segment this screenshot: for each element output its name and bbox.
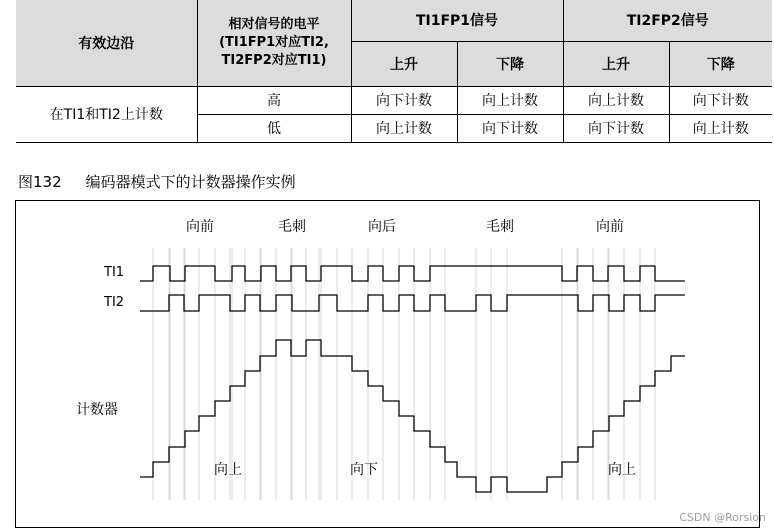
label-ti2: TI2 xyxy=(104,295,125,310)
table-cell: 向上计数 xyxy=(351,114,457,142)
figure-number: 图132 xyxy=(18,173,62,191)
row-level-low: 低 xyxy=(197,114,351,142)
header-level xyxy=(197,0,351,86)
figure-caption xyxy=(18,171,296,192)
header-ti2-fall: 下降 xyxy=(669,41,772,86)
label-count-up: 向上 xyxy=(608,462,636,478)
header-level-line1: 相对信号的电平 xyxy=(228,16,320,32)
figure-title: 编码器模式下的计数器操作实例 xyxy=(85,173,296,191)
header-edge: 有效边沿 xyxy=(16,0,197,86)
table-cell: 向下计数 xyxy=(457,114,563,142)
csdn-watermark: CSDN @Rorsion xyxy=(679,511,766,524)
table-cell: 向下计数 xyxy=(563,114,669,142)
encoder-count-table xyxy=(16,0,772,143)
header-level-line2: (TI1FP1对应TI2, xyxy=(219,34,329,50)
header-ti2-rise: 上升 xyxy=(563,41,669,86)
row-level-high: 高 xyxy=(197,86,351,114)
table-cell: 向上计数 xyxy=(563,86,669,114)
table-cell: 向下计数 xyxy=(669,86,772,114)
encoder-timing-diagram xyxy=(15,200,760,528)
table-cell: 向上计数 xyxy=(669,114,772,142)
header-ti1-rise: 上升 xyxy=(351,41,457,86)
label-ti1: TI1 xyxy=(104,265,125,280)
label-glitch: 毛刺 xyxy=(486,219,514,235)
label-count-down: 向下 xyxy=(350,462,378,478)
header-level-line3: TI2FP2对应TI1) xyxy=(221,52,327,68)
row-label: 在TI1和TI2上计数 xyxy=(16,86,197,142)
label-glitch: 毛刺 xyxy=(278,219,306,235)
diagram-frame xyxy=(16,201,760,528)
table-cell: 向下计数 xyxy=(351,86,457,114)
label-forward: 向前 xyxy=(596,219,624,235)
label-count-up: 向上 xyxy=(214,462,242,478)
label-counter: 计数器 xyxy=(76,402,118,418)
header-ti1-fall: 下降 xyxy=(457,41,563,86)
header-ti2fp2: TI2FP2信号 xyxy=(563,0,772,41)
label-forward: 向前 xyxy=(186,219,214,235)
label-backward: 向后 xyxy=(368,219,396,235)
header-ti1fp1: TI1FP1信号 xyxy=(351,0,563,41)
table-cell: 向上计数 xyxy=(457,86,563,114)
